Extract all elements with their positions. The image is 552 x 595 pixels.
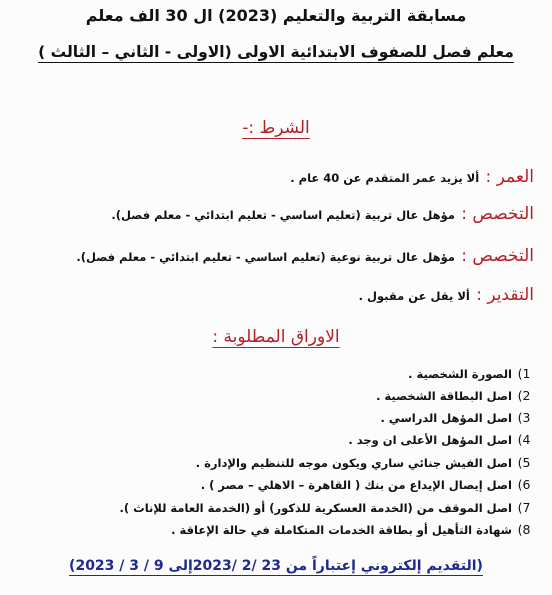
condition-grade [359,285,534,305]
condition-label: التخصص : [461,204,534,224]
document-number: 4) [517,432,531,447]
document-item [380,410,532,425]
document-text: الصورة الشخصية . [408,367,512,381]
document-number: 7) [517,500,531,515]
document-number: 3) [517,410,531,425]
condition-specialization-2 [76,246,534,266]
document-number: 8) [517,522,531,537]
page-title: مسابقة التربية والتعليم (2023) ال 30 الف معلم [85,6,467,25]
documents-heading: الاوراق المطلوبة : [212,327,340,347]
document-item [201,477,532,492]
document-item [348,432,532,447]
document-item [120,500,532,515]
condition-value: مؤهل عال تربية نوعية (تعليم اساسي - تعليم ابتدائي - معلم فصل). [76,250,455,264]
condition-specialization-1 [111,204,534,224]
document-item [196,455,532,470]
document-text: اصل المؤهل الأعلى ان وجد . [348,433,512,447]
condition-value: مؤهل عال تربية (تعليم اساسي - تعليم ابتدائي - معلم فصل). [111,208,455,222]
page-subtitle: معلم فصل للصفوف الابتدائية الاولى (الاولى - الثاني – الثالث ) [38,43,514,61]
condition-label: التقدير : [476,285,534,305]
document-text: شهادة التأهيل أو بطاقة الخدمات المتكاملة في حالة الإعاقة . [171,523,512,537]
document-text: اصل إيصال الإيداع من بنك ( القاهرة – الاهلي – مصر ) . [200,478,512,492]
document-number: 5) [517,455,531,470]
condition-age [290,167,534,187]
document-text: اصل المؤهل الدراسي . [380,411,512,425]
document-item [376,388,532,403]
condition-value: ألا يقل عن مقبول . [358,289,470,303]
document-number: 6) [517,477,531,492]
document-item [171,522,532,537]
document-text: اصل الموقف من (الخدمة العسكرية للذكور) أو (الخدمة العامة للإناث ). [119,501,512,515]
document-text: اصل البطاقة الشخصية . [376,389,512,403]
condition-label: العمر : [485,167,534,187]
document-number: 1) [517,366,531,381]
conditions-heading: الشرط :- [242,118,310,138]
document-number: 2) [517,388,531,403]
condition-label: التخصص : [461,246,534,266]
condition-value: ألا يزيد عمر المتقدم عن 40 عام . [290,171,480,185]
document-item [408,366,532,381]
application-dates: (التقديم إلكتروني إعتباراً من 23 /2 /2023إلى 9 / 3 / 2023) [69,558,483,574]
document-text: اصل الفيش جنائي ساري ويكون موجه للتنظيم والإدارة . [195,456,512,470]
